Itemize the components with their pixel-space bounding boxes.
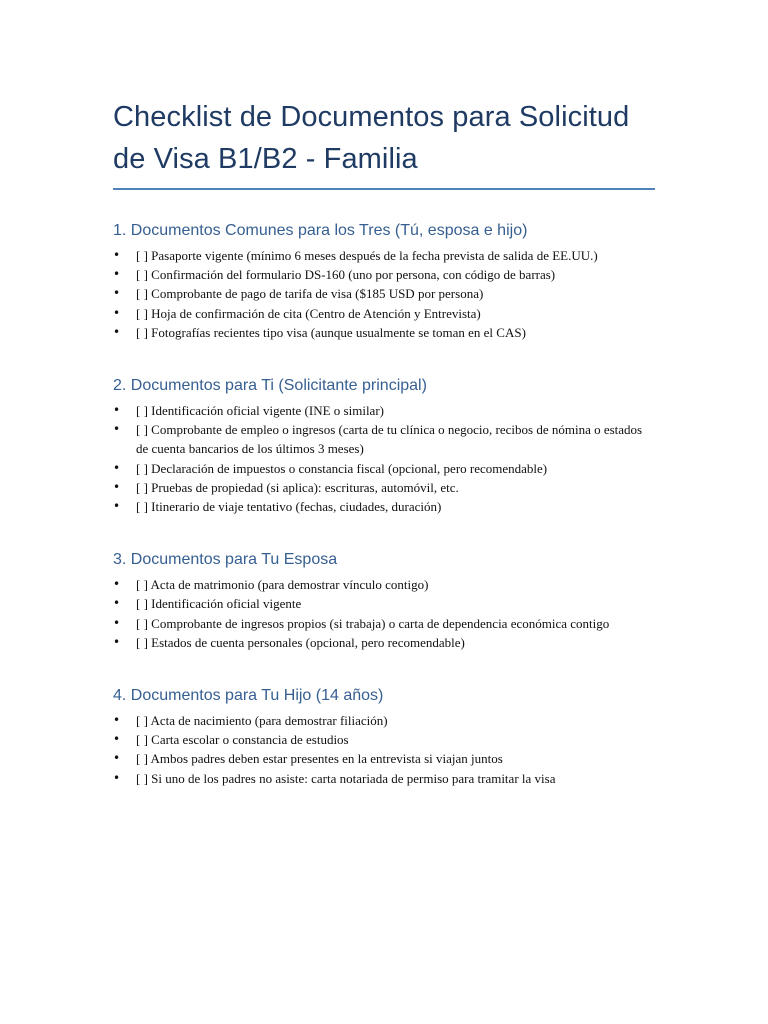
checklist-item	[113, 614, 655, 633]
checklist-item	[113, 323, 655, 342]
bullet-icon: •	[113, 479, 121, 494]
checklist-item-text: [ ] Acta de nacimiento (para demostrar filiación)	[136, 713, 388, 729]
checklist-item	[113, 265, 655, 284]
checklist	[113, 401, 655, 516]
checklist-item	[113, 633, 655, 652]
checklist-item-text: [ ] Acta de matrimonio (para demostrar vínculo contigo)	[136, 577, 429, 593]
checklist-item	[113, 246, 655, 265]
bullet-icon: •	[113, 403, 121, 418]
checklist-item-text: [ ] Ambos padres deben estar presentes en la entrevista si viajan juntos	[136, 751, 503, 767]
checklist	[113, 575, 655, 652]
checklist-item	[113, 459, 655, 478]
section-heading: 4. Documentos para Tu Hijo (14 años)	[113, 687, 384, 705]
section-primary-applicant	[113, 375, 655, 516]
bullet-icon: •	[113, 751, 121, 766]
checklist-item-text: [ ] Comprobante de ingresos propios (si trabaja) o carta de dependencia económica contigo	[136, 615, 610, 631]
bullet-icon: •	[113, 770, 121, 785]
checklist-item	[113, 420, 655, 458]
bullet-icon: •	[113, 596, 121, 611]
checklist-item-text: [ ] Confirmación del formulario DS-160 (uno por persona, con código de barras)	[136, 267, 556, 283]
checklist-item-text: [ ] Fotografías recientes tipo visa (aunque usualmente se toman en el CAS)	[136, 324, 526, 340]
bullet-icon: •	[113, 732, 121, 747]
checklist-item	[113, 711, 655, 730]
checklist-item-text: [ ] Pasaporte vigente (mínimo 6 meses después de la fecha prevista de salida de EE.UU.)	[136, 248, 598, 263]
section-son	[113, 685, 655, 788]
checklist-item	[113, 478, 655, 497]
checklist-item-text: [ ] Itinerario de viaje tentativo (fechas, ciudades, duración)	[136, 499, 442, 515]
section-heading: 1. Documentos Comunes para los Tres (Tú, esposa e hijo)	[113, 222, 528, 239]
bullet-icon: •	[113, 422, 121, 437]
checklist-item	[113, 401, 655, 420]
checklist-item-text: [ ] Identificación oficial vigente	[136, 596, 302, 612]
bullet-icon: •	[113, 713, 121, 728]
bullet-icon: •	[113, 248, 121, 262]
section-spouse	[113, 549, 655, 652]
checklist-item	[113, 284, 655, 303]
section-common-documents	[113, 220, 655, 342]
bullet-icon: •	[113, 460, 121, 475]
checklist-item-text: [ ] Estados de cuenta personales (opcional, pero recomendable)	[136, 634, 465, 650]
checklist-item	[113, 594, 655, 613]
checklist-item-text: [ ] Identificación oficial vigente (INE o similar)	[136, 403, 384, 419]
checklist-item	[113, 304, 655, 323]
checklist	[113, 711, 655, 788]
checklist-item	[113, 769, 655, 788]
bullet-icon: •	[113, 286, 121, 301]
checklist-item-text: [ ] Comprobante de empleo o ingresos (carta de tu clínica o negocio, recibos de nómina o estados de cuenta bancarios de los últimos 3 meses)	[136, 422, 643, 457]
document-page	[113, 96, 655, 788]
checklist	[113, 246, 655, 342]
checklist-item	[113, 497, 655, 516]
section-heading: 3. Documentos para Tu Esposa	[113, 551, 338, 569]
bullet-icon: •	[113, 324, 121, 339]
bullet-icon: •	[113, 305, 121, 320]
checklist-item-text: [ ] Comprobante de pago de tarifa de visa ($185 USD por persona)	[136, 286, 484, 302]
checklist-item-text: [ ] Declaración de impuestos o constancia fiscal (opcional, pero recomendable)	[136, 460, 548, 476]
checklist-item	[113, 749, 655, 768]
checklist-item-text: [ ] Si uno de los padres no asiste: carta notariada de permiso para tramitar la visa	[136, 770, 556, 786]
bullet-icon: •	[113, 499, 121, 514]
bullet-icon: •	[113, 577, 121, 592]
section-heading: 2. Documentos para Ti (Solicitante principal)	[113, 377, 427, 395]
bullet-icon: •	[113, 634, 121, 649]
checklist-item	[113, 730, 655, 749]
checklist-item-text: [ ] Pruebas de propiedad (si aplica): escrituras, automóvil, etc.	[136, 479, 459, 495]
document-title: Checklist de Documentos para Solicitud de Visa B1/B2 - Familia	[113, 101, 630, 175]
checklist-item	[113, 575, 655, 594]
title-divider	[113, 188, 655, 190]
bullet-icon: •	[113, 615, 121, 630]
bullet-icon: •	[113, 267, 121, 282]
checklist-item-text: [ ] Carta escolar o constancia de estudios	[136, 732, 349, 748]
checklist-item-text: [ ] Hoja de confirmación de cita (Centro de Atención y Entrevista)	[136, 305, 481, 321]
